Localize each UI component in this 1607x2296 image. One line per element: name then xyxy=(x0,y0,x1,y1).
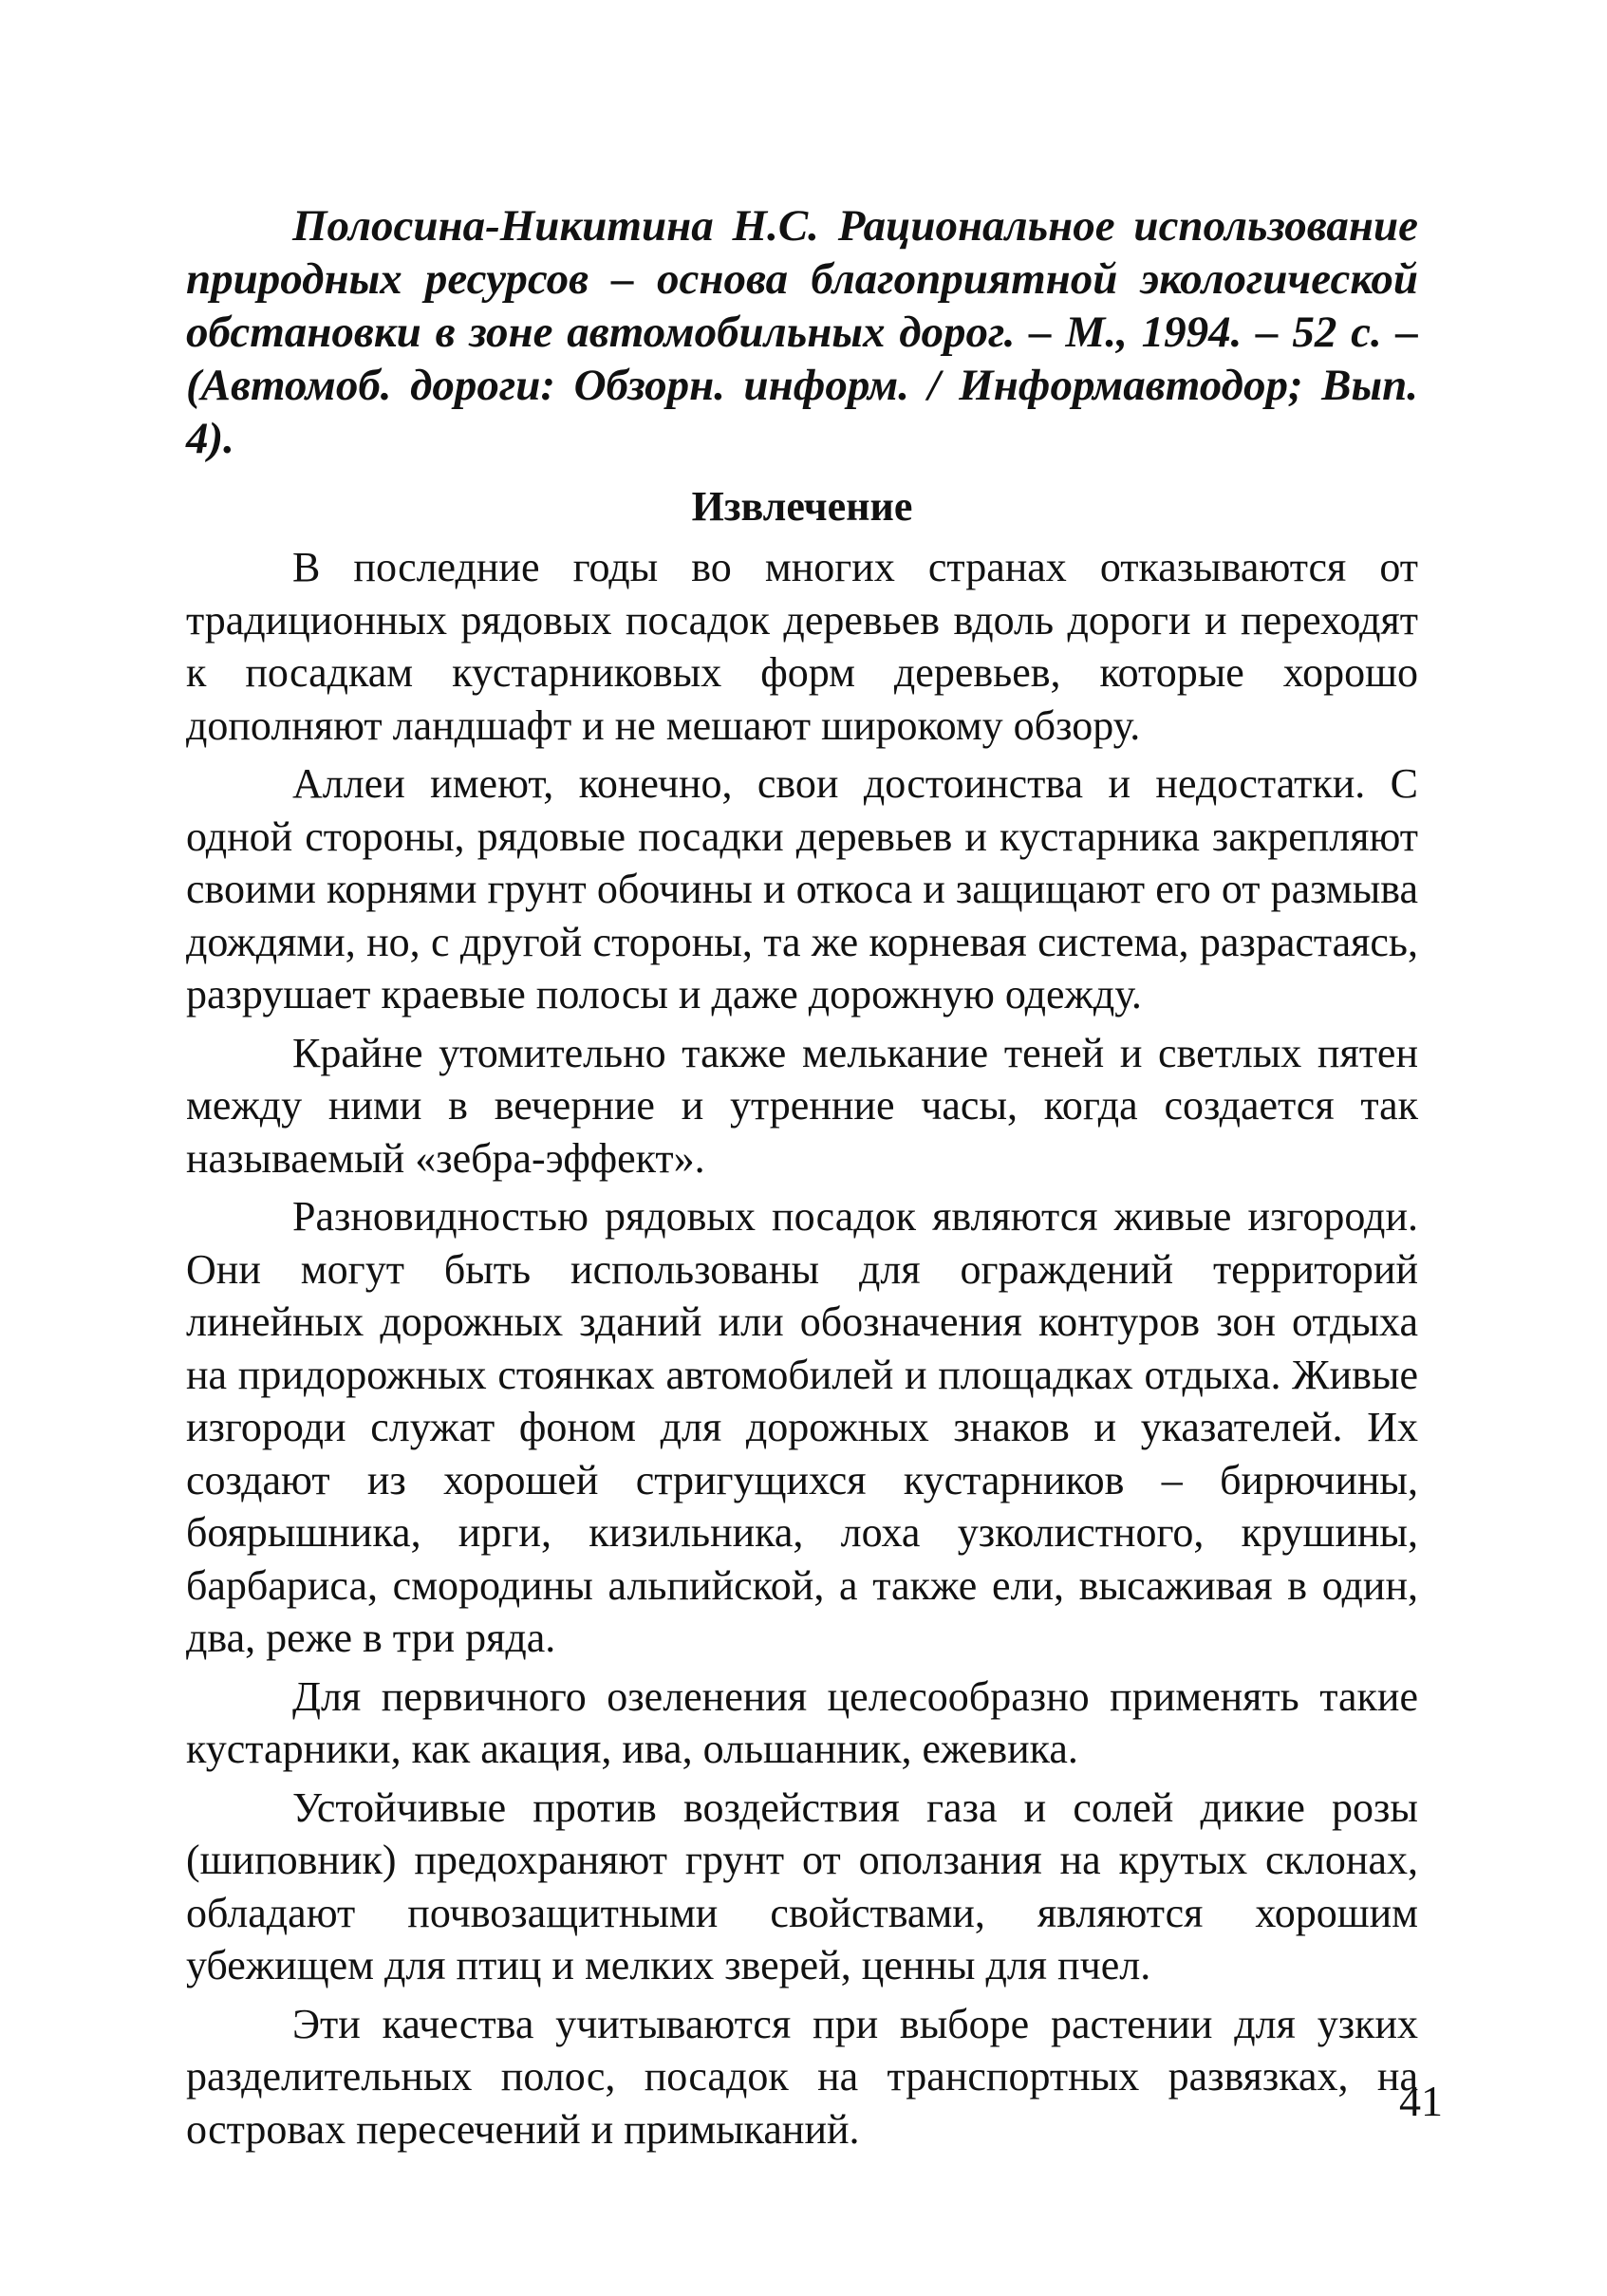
paragraph-3: Крайне утомительно также мелькание теней и светлых пятен между ними в вечерние и утренние часы, когда создается так называемый «зебра-эффект». xyxy=(186,1029,1418,1182)
paragraph-7: Эти качества учитываются при выборе растении для узких разделительных полос, посадок на транспортных развязках, на островах пересечений и примыканий. xyxy=(186,2000,1418,2153)
paragraph-5: Для первичного озеленения целесообразно применять такие кустарники, как акация, ива, ольшанник, ежевика. xyxy=(186,1672,1418,1772)
section-title: Извлечение xyxy=(691,483,913,530)
paragraph-1: В последние годы во многих странах отказываются от традиционных рядовых посадок деревьев вдоль дороги и переходят к посадкам кустарниковых форм деревьев, которые хорошо дополняют ландшафт и не мешают широкому обзору. xyxy=(186,544,1418,749)
page-number: 41 xyxy=(1399,2077,1443,2125)
page-content xyxy=(186,199,1418,2161)
bibliographic-citation: Полосина-Никитина Н.С. Рациональное использование природных ресурсов – основа благоприятной экологической обстановки в зоне автомобильных дорог. – М., 1994. – 52 с. – (Автомоб. дороги: Обзорн. информ. / Информавтодор; Вып. 4). xyxy=(186,201,1418,463)
paragraph-6: Устойчивые против воздействия газа и солей дикие розы (шиповник) предохраняют грунт от оползания на крутых склонах, обладают почвозащитными свойствами, являются хорошим убежищем для птиц и мелких зверей, ценны для пчел. xyxy=(186,1783,1418,1988)
paragraph-4: Разновидностью рядовых посадок являются живые изгороди. Они могут быть использованы для ограждений территорий линейных дорожных зданий или обозначения контуров зон отдыха на придорожных стоянках автомобилей и площадках отдыха. Живые изгороди служат фоном для дорожных знаков и указателей. Их создают из хорошей стригущихся кустарников – бирючины, боярышника, ирги, кизильника, лоха узколистного, крушины, барбариса, смородины альпийской, а также ели, высаживая в один, два, реже в три ряда. xyxy=(186,1193,1418,1661)
paragraph-2: Аллеи имеют, конечно, свои достоинства и недостатки. С одной стороны, рядовые посадки деревьев и кустарника закрепляют своими корнями грунт обочины и откоса и защищают его от размыва дождями, но, с другой стороны, та же корневая система, разрастаясь, разрушает краевые полосы и даже дорожную одежду. xyxy=(186,760,1418,1017)
